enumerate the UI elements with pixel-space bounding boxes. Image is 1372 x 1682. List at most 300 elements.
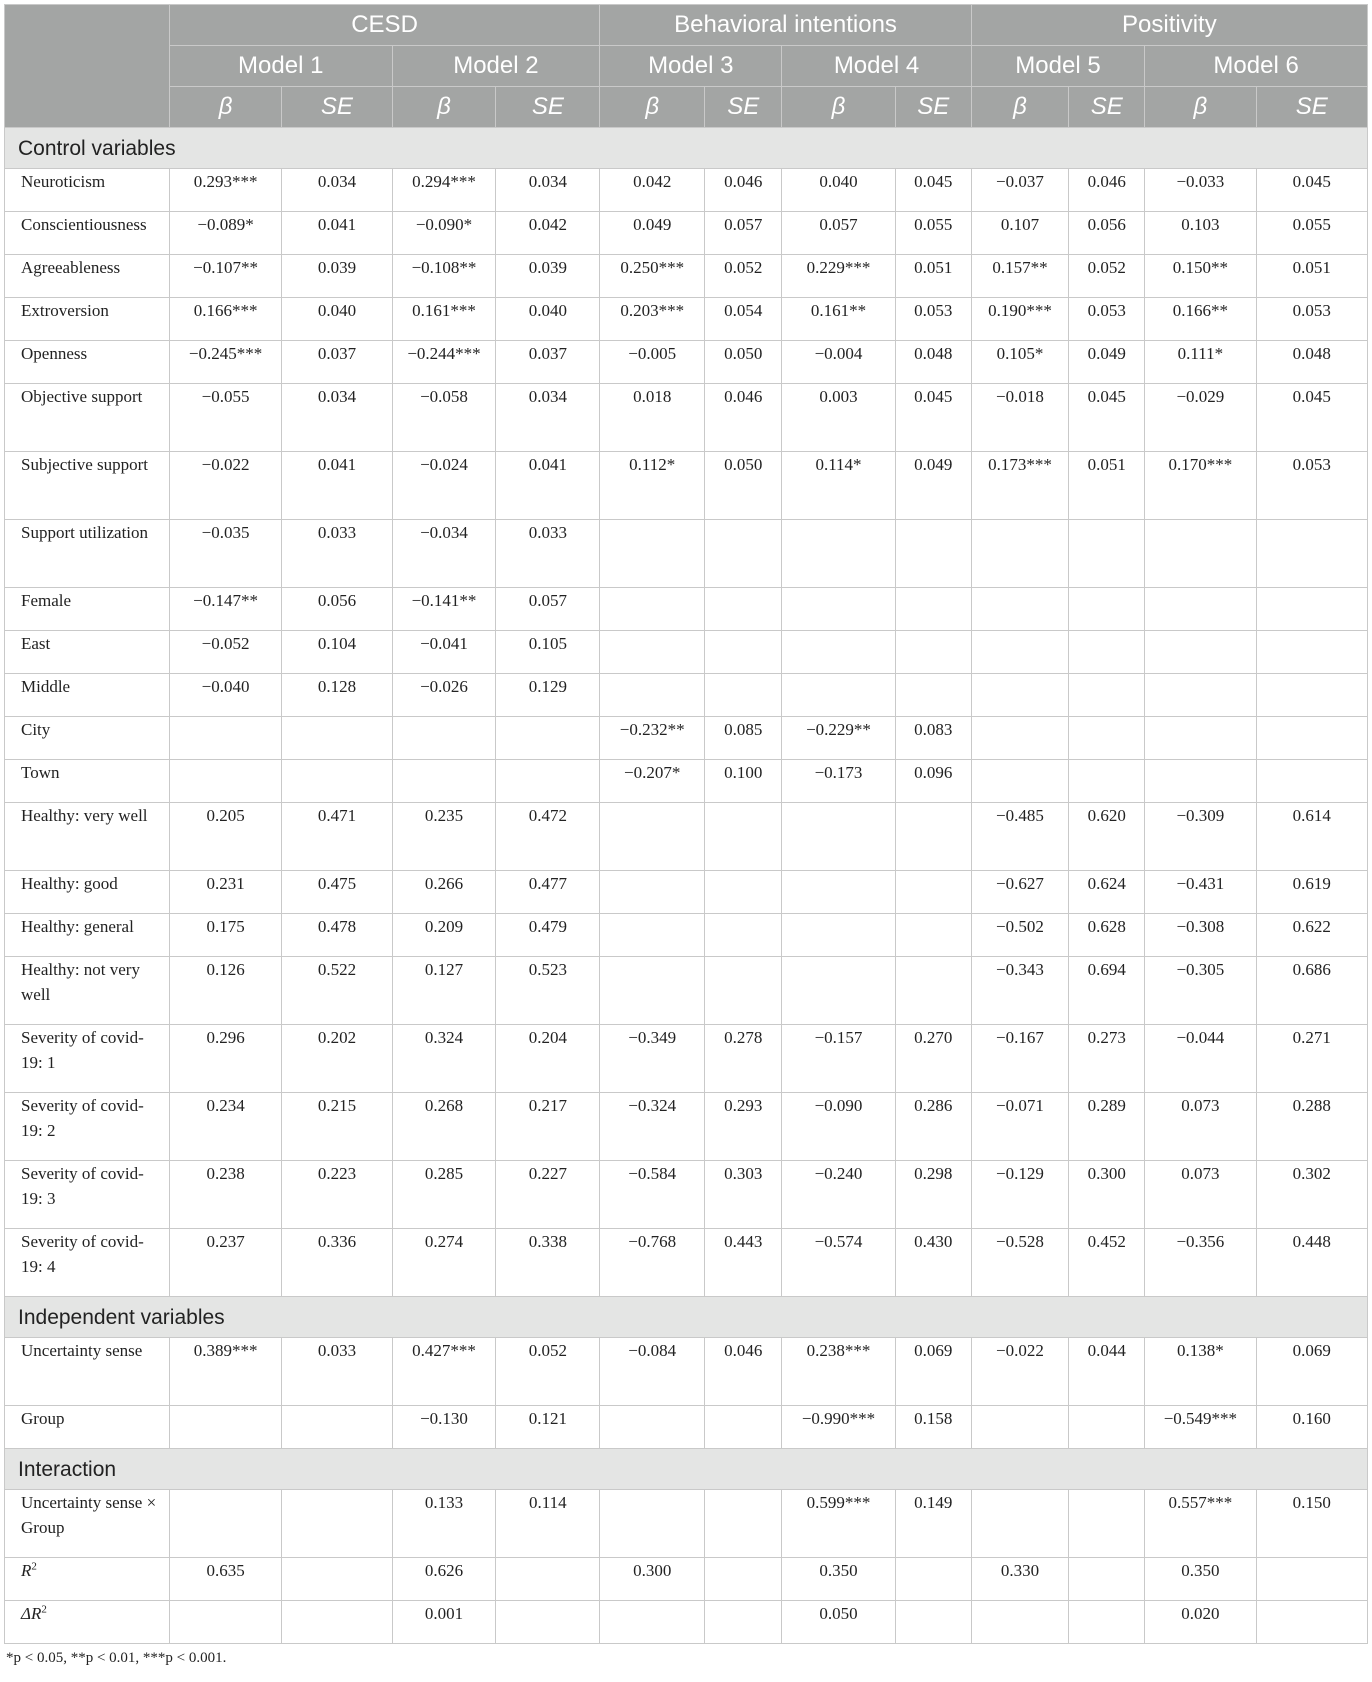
se-cell: 0.158 bbox=[895, 1406, 971, 1449]
beta-cell: −0.356 bbox=[1145, 1229, 1256, 1297]
table-row bbox=[5, 674, 1368, 717]
se-cell bbox=[705, 588, 782, 631]
beta-cell: −0.024 bbox=[392, 452, 496, 520]
beta-cell bbox=[600, 1406, 705, 1449]
se-cell: 0.443 bbox=[705, 1229, 782, 1297]
se-cell: 0.100 bbox=[705, 760, 782, 803]
beta-cell: 0.170*** bbox=[1145, 452, 1256, 520]
se-cell: 0.128 bbox=[282, 674, 392, 717]
se-cell bbox=[496, 717, 600, 760]
beta-cell bbox=[600, 1490, 705, 1558]
se-cell: 0.479 bbox=[496, 914, 600, 957]
beta-cell bbox=[782, 631, 895, 674]
se-cell bbox=[282, 1406, 392, 1449]
se-cell bbox=[1256, 717, 1367, 760]
se-cell bbox=[496, 1558, 600, 1601]
beta-cell: −0.349 bbox=[600, 1025, 705, 1093]
beta-cell: 0.324 bbox=[392, 1025, 496, 1093]
se-cell: 0.104 bbox=[282, 631, 392, 674]
beta-cell: −0.130 bbox=[392, 1406, 496, 1449]
beta-cell: −0.485 bbox=[971, 803, 1068, 871]
se-cell bbox=[895, 588, 971, 631]
se-cell: 0.069 bbox=[1256, 1338, 1367, 1406]
beta-cell bbox=[971, 520, 1068, 588]
model-header-3: Model 3 bbox=[600, 46, 782, 87]
beta-cell bbox=[1145, 674, 1256, 717]
se-cell: 0.056 bbox=[1069, 212, 1145, 255]
beta-cell: −0.040 bbox=[169, 674, 281, 717]
beta-cell: −0.026 bbox=[392, 674, 496, 717]
table-row bbox=[5, 631, 1368, 674]
stat-header-se: SE bbox=[895, 87, 971, 128]
se-cell: 0.096 bbox=[895, 760, 971, 803]
row-label-text: Extroversion bbox=[21, 301, 109, 320]
se-cell: 0.303 bbox=[705, 1161, 782, 1229]
se-cell bbox=[282, 1490, 392, 1558]
se-cell bbox=[1256, 674, 1367, 717]
beta-cell: −0.035 bbox=[169, 520, 281, 588]
beta-cell: 0.003 bbox=[782, 384, 895, 452]
row-label-text: Severity of covid-19: 3 bbox=[21, 1164, 144, 1208]
se-cell: 0.620 bbox=[1069, 803, 1145, 871]
se-cell: 0.046 bbox=[705, 1338, 782, 1406]
beta-cell bbox=[600, 674, 705, 717]
header-stats-row bbox=[5, 87, 1368, 128]
table-row bbox=[5, 1229, 1368, 1297]
se-cell: 0.057 bbox=[496, 588, 600, 631]
beta-cell: 0.190*** bbox=[971, 298, 1068, 341]
beta-cell: −0.244*** bbox=[392, 341, 496, 384]
se-cell: 0.051 bbox=[895, 255, 971, 298]
row-label-text: Severity of covid-19: 2 bbox=[21, 1096, 144, 1140]
se-cell bbox=[895, 871, 971, 914]
se-cell: 0.523 bbox=[496, 957, 600, 1025]
se-cell: 0.042 bbox=[496, 212, 600, 255]
beta-cell: 0.020 bbox=[1145, 1601, 1256, 1644]
row-label bbox=[5, 1161, 170, 1229]
se-cell: 0.472 bbox=[496, 803, 600, 871]
row-label-text: City bbox=[21, 720, 51, 739]
group-header-behavioral-intentions: Behavioral intentions bbox=[600, 5, 972, 46]
beta-cell: −0.305 bbox=[1145, 957, 1256, 1025]
se-cell: 0.045 bbox=[1256, 384, 1367, 452]
se-cell: 0.040 bbox=[282, 298, 392, 341]
beta-cell: −0.005 bbox=[600, 341, 705, 384]
beta-cell: 0.209 bbox=[392, 914, 496, 957]
se-cell: 0.054 bbox=[705, 298, 782, 341]
se-cell: 0.217 bbox=[496, 1093, 600, 1161]
se-cell: 0.694 bbox=[1069, 957, 1145, 1025]
row-label-text: Uncertainty sense × Group bbox=[21, 1493, 157, 1537]
se-cell bbox=[496, 760, 600, 803]
se-cell: 0.619 bbox=[1256, 871, 1367, 914]
se-cell bbox=[1069, 1490, 1145, 1558]
se-cell: 0.045 bbox=[895, 169, 971, 212]
se-cell: 0.057 bbox=[705, 212, 782, 255]
se-cell: 0.051 bbox=[1069, 452, 1145, 520]
beta-cell: 0.111* bbox=[1145, 341, 1256, 384]
fit-row bbox=[5, 1601, 1368, 1644]
se-cell: 0.046 bbox=[1069, 169, 1145, 212]
se-cell bbox=[282, 1558, 392, 1601]
beta-cell: −0.090 bbox=[782, 1093, 895, 1161]
row-label bbox=[5, 588, 170, 631]
se-cell: 0.289 bbox=[1069, 1093, 1145, 1161]
se-cell: 0.037 bbox=[282, 341, 392, 384]
beta-cell bbox=[1145, 588, 1256, 631]
row-label-text: Middle bbox=[21, 677, 71, 696]
beta-cell: −0.033 bbox=[1145, 169, 1256, 212]
se-cell: 0.302 bbox=[1256, 1161, 1367, 1229]
se-cell bbox=[895, 631, 971, 674]
beta-cell: −0.004 bbox=[782, 341, 895, 384]
beta-cell: −0.232** bbox=[600, 717, 705, 760]
beta-cell: 0.057 bbox=[782, 212, 895, 255]
beta-cell: −0.084 bbox=[600, 1338, 705, 1406]
stat-header-se: SE bbox=[705, 87, 782, 128]
se-cell: 0.041 bbox=[496, 452, 600, 520]
beta-cell: −0.309 bbox=[1145, 803, 1256, 871]
row-label bbox=[5, 803, 170, 871]
beta-cell: 0.150** bbox=[1145, 255, 1256, 298]
se-cell bbox=[1256, 520, 1367, 588]
se-cell: 0.053 bbox=[1256, 298, 1367, 341]
se-cell: 0.045 bbox=[1256, 169, 1367, 212]
row-label-text: R bbox=[21, 1561, 32, 1580]
beta-cell: −0.034 bbox=[392, 520, 496, 588]
se-cell: 0.056 bbox=[282, 588, 392, 631]
se-cell: 0.052 bbox=[1069, 255, 1145, 298]
se-cell: 0.215 bbox=[282, 1093, 392, 1161]
beta-cell: −0.071 bbox=[971, 1093, 1068, 1161]
beta-cell: 0.107 bbox=[971, 212, 1068, 255]
se-cell: 0.034 bbox=[496, 384, 600, 452]
row-label bbox=[5, 169, 170, 212]
beta-cell: −0.129 bbox=[971, 1161, 1068, 1229]
se-cell bbox=[1069, 1601, 1145, 1644]
beta-cell bbox=[782, 957, 895, 1025]
header-corner bbox=[5, 5, 170, 128]
table-footnote: *p < 0.05, **p < 0.01, ***p < 0.001. bbox=[6, 1650, 227, 1666]
row-label-text: Agreeableness bbox=[21, 258, 121, 277]
row-label-text: Conscientiousness bbox=[21, 215, 147, 234]
stat-header-beta: β bbox=[971, 87, 1068, 128]
beta-cell bbox=[392, 717, 496, 760]
table-row bbox=[5, 957, 1368, 1025]
row-label bbox=[5, 1406, 170, 1449]
se-cell: 0.288 bbox=[1256, 1093, 1367, 1161]
beta-cell: 0.127 bbox=[392, 957, 496, 1025]
se-cell bbox=[705, 914, 782, 957]
beta-cell: 0.237 bbox=[169, 1229, 281, 1297]
beta-cell: 0.175 bbox=[169, 914, 281, 957]
se-cell bbox=[1069, 631, 1145, 674]
row-label-text: Healthy: not very well bbox=[21, 960, 140, 1004]
beta-cell: −0.990*** bbox=[782, 1406, 895, 1449]
beta-cell: −0.052 bbox=[169, 631, 281, 674]
se-cell bbox=[1069, 588, 1145, 631]
se-cell bbox=[705, 674, 782, 717]
beta-cell bbox=[600, 914, 705, 957]
se-cell: 0.050 bbox=[705, 341, 782, 384]
section-header-row bbox=[5, 1449, 1368, 1490]
beta-cell: 0.073 bbox=[1145, 1161, 1256, 1229]
se-cell: 0.045 bbox=[895, 384, 971, 452]
beta-cell bbox=[169, 760, 281, 803]
row-label bbox=[5, 914, 170, 957]
se-cell bbox=[1069, 1406, 1145, 1449]
fit-row bbox=[5, 1558, 1368, 1601]
se-cell: 0.051 bbox=[1256, 255, 1367, 298]
se-cell: 0.034 bbox=[282, 384, 392, 452]
beta-cell: 0.229*** bbox=[782, 255, 895, 298]
stat-header-beta: β bbox=[392, 87, 496, 128]
se-cell bbox=[282, 760, 392, 803]
se-cell: 0.041 bbox=[282, 452, 392, 520]
se-cell: 0.039 bbox=[496, 255, 600, 298]
row-label bbox=[5, 255, 170, 298]
table-row bbox=[5, 255, 1368, 298]
se-cell: 0.048 bbox=[1256, 341, 1367, 384]
beta-cell: −0.627 bbox=[971, 871, 1068, 914]
se-cell: 0.448 bbox=[1256, 1229, 1367, 1297]
beta-cell: −0.549*** bbox=[1145, 1406, 1256, 1449]
row-label bbox=[5, 1229, 170, 1297]
table-row bbox=[5, 803, 1368, 871]
beta-cell: 0.350 bbox=[782, 1558, 895, 1601]
beta-cell: 0.231 bbox=[169, 871, 281, 914]
se-cell: 0.083 bbox=[895, 717, 971, 760]
se-cell bbox=[1256, 588, 1367, 631]
se-cell: 0.475 bbox=[282, 871, 392, 914]
se-cell bbox=[705, 871, 782, 914]
row-label-text: Support utilization bbox=[21, 523, 149, 542]
beta-cell: 0.166** bbox=[1145, 298, 1256, 341]
row-label bbox=[5, 957, 170, 1025]
header-models-row bbox=[5, 46, 1368, 87]
row-label bbox=[5, 341, 170, 384]
row-label-text: Healthy: very well bbox=[21, 806, 148, 825]
stat-header-se: SE bbox=[496, 87, 600, 128]
se-cell: 0.622 bbox=[1256, 914, 1367, 957]
se-cell: 0.114 bbox=[496, 1490, 600, 1558]
beta-cell: 0.040 bbox=[782, 169, 895, 212]
se-cell: 0.046 bbox=[705, 169, 782, 212]
se-cell: 0.149 bbox=[895, 1490, 971, 1558]
table-row bbox=[5, 871, 1368, 914]
beta-cell bbox=[971, 631, 1068, 674]
se-cell: 0.522 bbox=[282, 957, 392, 1025]
beta-cell: −0.107** bbox=[169, 255, 281, 298]
se-cell: 0.270 bbox=[895, 1025, 971, 1093]
row-label bbox=[5, 1093, 170, 1161]
se-cell: 0.049 bbox=[1069, 341, 1145, 384]
se-cell: 0.477 bbox=[496, 871, 600, 914]
regression-table bbox=[4, 4, 1368, 1644]
beta-cell: −0.037 bbox=[971, 169, 1068, 212]
beta-cell: 0.166*** bbox=[169, 298, 281, 341]
se-cell: 0.053 bbox=[1069, 298, 1145, 341]
se-cell: 0.033 bbox=[282, 1338, 392, 1406]
table-row bbox=[5, 452, 1368, 520]
beta-cell: −0.207* bbox=[600, 760, 705, 803]
beta-cell bbox=[971, 674, 1068, 717]
row-label-text: ΔR bbox=[21, 1604, 42, 1623]
beta-cell: −0.245*** bbox=[169, 341, 281, 384]
se-cell: 0.033 bbox=[496, 520, 600, 588]
beta-cell: 0.238*** bbox=[782, 1338, 895, 1406]
beta-cell: −0.055 bbox=[169, 384, 281, 452]
beta-cell bbox=[782, 871, 895, 914]
beta-cell: 0.300 bbox=[600, 1558, 705, 1601]
row-label bbox=[5, 452, 170, 520]
beta-cell: −0.044 bbox=[1145, 1025, 1256, 1093]
beta-cell: −0.528 bbox=[971, 1229, 1068, 1297]
se-cell: 0.041 bbox=[282, 212, 392, 255]
beta-cell bbox=[782, 803, 895, 871]
beta-cell: 0.293*** bbox=[169, 169, 281, 212]
table-row bbox=[5, 914, 1368, 957]
beta-cell: −0.018 bbox=[971, 384, 1068, 452]
se-cell bbox=[705, 1558, 782, 1601]
beta-cell bbox=[782, 914, 895, 957]
beta-cell: 0.018 bbox=[600, 384, 705, 452]
beta-cell: 0.427*** bbox=[392, 1338, 496, 1406]
row-label-text: Openness bbox=[21, 344, 88, 363]
beta-cell: −0.502 bbox=[971, 914, 1068, 957]
se-cell: 0.048 bbox=[895, 341, 971, 384]
se-cell: 0.336 bbox=[282, 1229, 392, 1297]
se-cell: 0.039 bbox=[282, 255, 392, 298]
row-label-text: Town bbox=[21, 763, 60, 782]
row-label bbox=[5, 717, 170, 760]
se-cell: 0.478 bbox=[282, 914, 392, 957]
section-header-row bbox=[5, 128, 1368, 169]
se-cell: 0.045 bbox=[1069, 384, 1145, 452]
row-label bbox=[5, 674, 170, 717]
table-body bbox=[5, 128, 1368, 1644]
beta-cell: −0.090* bbox=[392, 212, 496, 255]
se-cell bbox=[705, 1490, 782, 1558]
se-cell: 0.050 bbox=[705, 452, 782, 520]
beta-cell: −0.041 bbox=[392, 631, 496, 674]
se-cell bbox=[1069, 520, 1145, 588]
se-cell: 0.049 bbox=[895, 452, 971, 520]
row-label-text: East bbox=[21, 634, 51, 653]
se-cell: 0.300 bbox=[1069, 1161, 1145, 1229]
beta-cell: 0.557*** bbox=[1145, 1490, 1256, 1558]
row-label-superscript: 2 bbox=[31, 1560, 37, 1573]
se-cell bbox=[496, 1601, 600, 1644]
se-cell bbox=[895, 1558, 971, 1601]
se-cell bbox=[1256, 760, 1367, 803]
beta-cell: 0.268 bbox=[392, 1093, 496, 1161]
stat-header-beta: β bbox=[782, 87, 895, 128]
se-cell bbox=[895, 957, 971, 1025]
se-cell: 0.052 bbox=[496, 1338, 600, 1406]
se-cell: 0.293 bbox=[705, 1093, 782, 1161]
beta-cell bbox=[600, 588, 705, 631]
se-cell bbox=[705, 803, 782, 871]
beta-cell: 0.001 bbox=[392, 1601, 496, 1644]
section-title: Independent variables bbox=[5, 1297, 1368, 1338]
row-label-text: Neuroticism bbox=[21, 172, 106, 191]
se-cell bbox=[282, 1601, 392, 1644]
row-label-text: Severity of covid-19: 4 bbox=[21, 1232, 144, 1276]
stat-header-beta: β bbox=[1145, 87, 1256, 128]
beta-cell bbox=[1145, 717, 1256, 760]
stat-header-se: SE bbox=[282, 87, 392, 128]
beta-cell bbox=[782, 674, 895, 717]
stat-header-beta: β bbox=[169, 87, 281, 128]
model-header-6: Model 6 bbox=[1145, 46, 1368, 87]
table-row bbox=[5, 717, 1368, 760]
row-label bbox=[5, 631, 170, 674]
se-cell: 0.338 bbox=[496, 1229, 600, 1297]
stat-header-se: SE bbox=[1256, 87, 1367, 128]
se-cell: 0.037 bbox=[496, 341, 600, 384]
se-cell: 0.160 bbox=[1256, 1406, 1367, 1449]
table-row bbox=[5, 384, 1368, 452]
se-cell: 0.053 bbox=[895, 298, 971, 341]
se-cell bbox=[895, 914, 971, 957]
beta-cell: −0.147** bbox=[169, 588, 281, 631]
beta-cell: 0.049 bbox=[600, 212, 705, 255]
beta-cell: 0.133 bbox=[392, 1490, 496, 1558]
row-label-text: Healthy: general bbox=[21, 917, 134, 936]
beta-cell: 0.112* bbox=[600, 452, 705, 520]
stat-header-beta: β bbox=[600, 87, 705, 128]
beta-cell: −0.324 bbox=[600, 1093, 705, 1161]
beta-cell: 0.235 bbox=[392, 803, 496, 871]
beta-cell: 0.626 bbox=[392, 1558, 496, 1601]
se-cell: 0.223 bbox=[282, 1161, 392, 1229]
beta-cell bbox=[971, 760, 1068, 803]
se-cell: 0.069 bbox=[895, 1338, 971, 1406]
row-label-superscript: 2 bbox=[41, 1603, 47, 1616]
beta-cell: 0.126 bbox=[169, 957, 281, 1025]
beta-cell bbox=[1145, 760, 1256, 803]
group-header-cesd: CESD bbox=[169, 5, 599, 46]
row-label bbox=[5, 384, 170, 452]
beta-cell: 0.250*** bbox=[600, 255, 705, 298]
se-cell bbox=[1069, 760, 1145, 803]
se-cell bbox=[1069, 1558, 1145, 1601]
beta-cell: −0.431 bbox=[1145, 871, 1256, 914]
se-cell bbox=[895, 1601, 971, 1644]
se-cell: 0.286 bbox=[895, 1093, 971, 1161]
beta-cell: 0.330 bbox=[971, 1558, 1068, 1601]
se-cell bbox=[705, 1406, 782, 1449]
table-row bbox=[5, 1161, 1368, 1229]
group-header-positivity: Positivity bbox=[971, 5, 1367, 46]
beta-cell bbox=[782, 520, 895, 588]
header-groups-row bbox=[5, 5, 1368, 46]
beta-cell bbox=[971, 1406, 1068, 1449]
row-label bbox=[5, 1338, 170, 1406]
se-cell bbox=[1069, 717, 1145, 760]
beta-cell: −0.229** bbox=[782, 717, 895, 760]
se-cell: 0.271 bbox=[1256, 1025, 1367, 1093]
beta-cell bbox=[971, 588, 1068, 631]
se-cell: 0.034 bbox=[282, 169, 392, 212]
table-row bbox=[5, 341, 1368, 384]
se-cell bbox=[705, 957, 782, 1025]
beta-cell: −0.108** bbox=[392, 255, 496, 298]
table-row bbox=[5, 169, 1368, 212]
beta-cell bbox=[1145, 520, 1256, 588]
se-cell: 0.204 bbox=[496, 1025, 600, 1093]
